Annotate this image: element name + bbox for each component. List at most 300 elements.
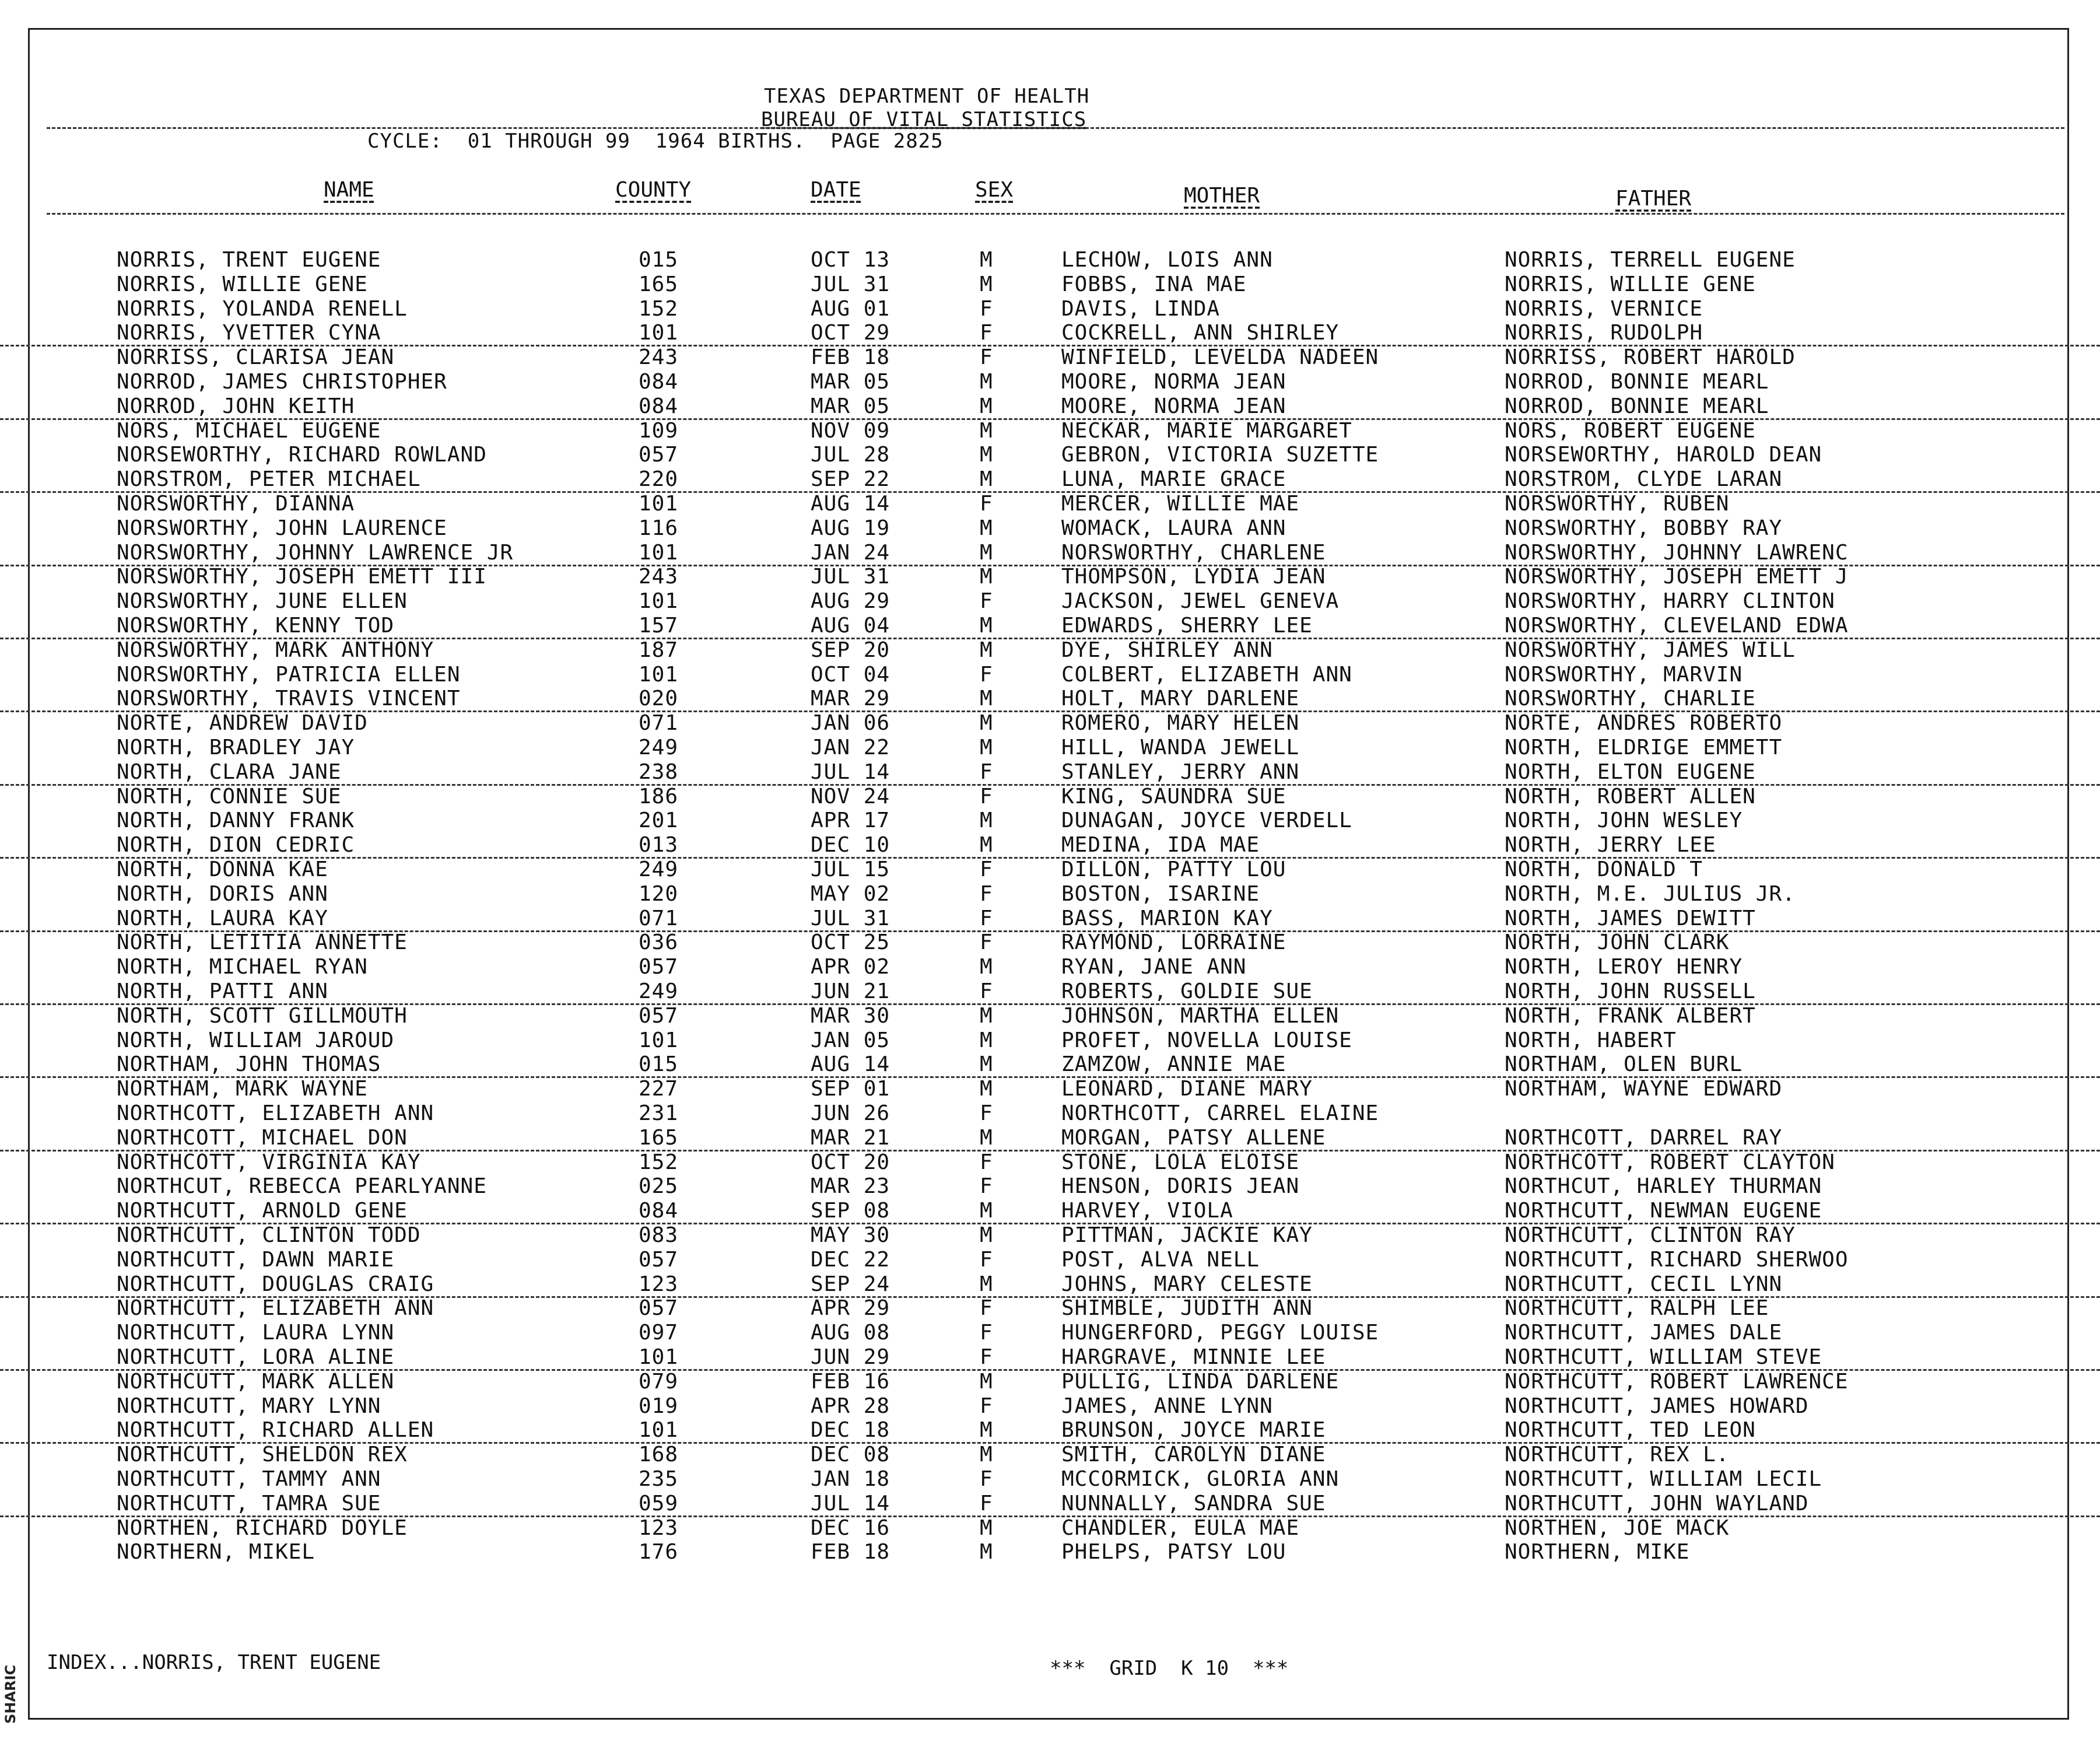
cell-father: NORTHCOTT, DARREL RAY [1505,1125,1783,1150]
cell-mother: HUNGERFORD, PEGGY LOUISE [1061,1321,1379,1345]
cell-father: NORTHCUTT, CLINTON RAY [1505,1223,1796,1247]
table-row [0,930,2100,954]
cell-name: NORTHCUTT, SHELDON REX [117,1443,408,1467]
cell-county: 165 [639,272,679,296]
cell-name: NORSWORTHY, JOSEPH EMETT III [117,565,487,589]
cell-father: NORTH, ELTON EUGENE [1505,760,1756,784]
table-row [0,907,2100,932]
cell-mother: THOMPSON, LYDIA JEAN [1061,565,1326,589]
cell-date: FEB 16 [811,1369,891,1394]
cell-date: JUN 21 [811,979,891,1003]
cell-sex: M [980,638,993,662]
cell-county: 101 [639,321,679,345]
cell-date: MAR 29 [811,687,891,711]
table-row [0,760,2100,786]
table-row [0,394,2100,420]
cell-name: NORSEWORTHY, RICHARD ROWLAND [117,443,487,467]
cell-county: 057 [639,955,679,979]
cell-sex: F [980,492,993,516]
cell-date: NOV 09 [811,418,891,443]
cell-county: 243 [639,565,679,589]
cell-county: 227 [639,1077,679,1101]
cell-name: NORTH, DONNA KAE [117,858,328,881]
cell-mother: WOMACK, LAURA ANN [1061,516,1286,540]
cell-mother: PITTMAN, JACKIE KAY [1061,1223,1313,1247]
cell-father: NORSWORTHY, BOBBY RAY [1505,516,1783,540]
cell-name: NORRIS, TRENT EUGENE [117,248,381,272]
cell-county: 057 [639,1247,679,1272]
cell-date: JUN 29 [811,1345,891,1369]
cell-sex: M [980,370,993,394]
cell-date: SEP 08 [811,1199,891,1223]
cell-county: 101 [639,1345,679,1369]
cell-date: JAN 22 [811,736,891,760]
cell-sex: M [980,418,993,443]
table-row [0,272,2100,296]
cell-name: NORTH, WILLIAM JAROUD [117,1028,395,1052]
cell-mother: NECKAR, MARIE MARGARET [1061,418,1352,443]
cell-mother: RYAN, JANE ANN [1061,955,1247,979]
cell-sex: F [980,1150,993,1174]
cell-father: NORTH, JOHN CLARK [1505,930,1730,955]
cell-sex: M [980,1369,993,1394]
cell-date: AUG 04 [811,614,891,638]
cell-date: FEB 18 [811,1540,891,1564]
cell-county: 152 [639,1150,679,1174]
cell-county: 249 [639,858,679,881]
cell-father: NORRIS, TERRELL EUGENE [1505,248,1796,272]
cell-date: SEP 24 [811,1272,891,1296]
cell-county: 201 [639,808,679,833]
cell-mother: LEONARD, DIANE MARY [1061,1077,1313,1101]
cell-county: 157 [639,614,679,638]
cell-county: 097 [639,1321,679,1345]
cell-sex: M [980,1125,993,1150]
cell-name: NORTHCUTT, DOUGLAS CRAIG [117,1272,434,1296]
cell-mother: SMITH, CAROLYN DIANE [1061,1443,1326,1467]
table-row [0,565,2100,589]
cell-county: 057 [639,1003,679,1028]
cell-mother: MCCORMICK, GLORIA ANN [1061,1467,1340,1491]
cell-name: NORTH, CLARA JANE [117,760,342,784]
cell-father: NORSTROM, CLYDE LARAN [1505,467,1783,492]
cell-name: NORSWORTHY, DIANNA [117,492,355,516]
cell-date: AUG 08 [811,1321,891,1345]
cell-father: NORTHCUTT, JOHN WAYLAND [1505,1491,1809,1516]
cell-father: NORTHCUTT, RICHARD SHERWOO [1505,1247,1849,1272]
cell-name: NORSWORTHY, JUNE ELLEN [117,589,408,614]
table-row [0,1492,2100,1517]
cell-date: OCT 29 [811,321,891,345]
cell-date: DEC 22 [811,1247,891,1272]
cell-mother: MORGAN, PATSY ALLENE [1061,1125,1326,1150]
table-row [0,467,2100,493]
cell-date: JAN 05 [811,1028,891,1052]
cell-name: NORTHAM, JOHN THOMAS [117,1052,381,1077]
cell-county: 249 [639,736,679,760]
cell-county: 015 [639,1052,679,1077]
cell-name: NORRISS, CLARISA JEAN [117,345,395,370]
table-row [0,248,2100,272]
cell-mother: RAYMOND, LORRAINE [1061,930,1286,955]
cell-mother: PROFET, NOVELLA LOUISE [1061,1028,1352,1052]
cell-mother: MEDINA, IDA MAE [1061,833,1260,858]
cell-sex: M [980,1028,993,1052]
cell-name: NORRIS, YVETTER CYNA [117,321,381,345]
cell-county: 084 [639,394,679,418]
cell-sex: F [980,1467,993,1491]
column-header-mother: MOTHER [1184,184,1260,208]
cell-father: NORTHCUTT, JAMES DALE [1505,1321,1783,1345]
cell-name: NORTHCUTT, RICHARD ALLEN [117,1418,434,1443]
cell-county: 083 [639,1223,679,1247]
cell-father: NORTHCUTT, JAMES HOWARD [1505,1394,1809,1418]
table-row [0,1052,2100,1078]
table-row [0,785,2100,808]
cell-name: NORTHCUTT, DAWN MARIE [117,1247,395,1272]
cell-date: JUL 28 [811,443,891,467]
cell-name: NORTHCUTT, TAMMY ANN [117,1467,381,1491]
cell-father: NORRIS, WILLIE GENE [1505,272,1756,296]
cell-sex: F [980,1394,993,1418]
cell-county: 036 [639,930,679,955]
cell-date: AUG 29 [811,589,891,614]
cell-mother: NORSWORTHY, CHARLENE [1061,540,1326,565]
table-row [0,541,2100,566]
cell-name: NORTH, SCOTT GILLMOUTH [117,1003,408,1028]
cell-date: JAN 18 [811,1467,891,1491]
cell-sex: M [980,687,993,711]
cell-date: APR 02 [811,955,891,979]
cell-mother: JACKSON, JEWEL GENEVA [1061,589,1340,614]
cell-mother: HOLT, MARY DARLENE [1061,687,1300,711]
cell-name: NORTHCUTT, LAURA LYNN [117,1321,395,1345]
cell-county: 084 [639,370,679,394]
cell-county: 123 [639,1516,679,1540]
table-row [0,1345,2100,1371]
cell-sex: F [980,1247,993,1272]
cell-name: NORTHERN, MIKEL [117,1540,315,1564]
cell-father: NORTHCUTT, ROBERT LAWRENCE [1505,1369,1849,1394]
cell-date: JAN 06 [811,711,891,736]
cell-sex: F [980,1101,993,1125]
cell-father: NORSWORTHY, JOHNNY LAWRENC [1505,540,1849,565]
cell-county: 168 [639,1443,679,1467]
cell-county: 071 [639,906,679,930]
cell-date: MAR 30 [811,1003,891,1028]
column-header-county: COUNTY [615,178,692,202]
cell-mother: ROMERO, MARY HELEN [1061,711,1300,736]
column-header-father: FATHER [1615,187,1692,211]
side-label: SHARIC [2,1665,19,1724]
cell-mother: JAMES, ANNE LYNN [1061,1394,1273,1418]
table-row [0,1296,2100,1320]
cell-mother: DYE, SHIRLEY ANN [1061,638,1273,662]
cell-name: NORTH, LETITIA ANNETTE [117,930,408,955]
table-row [0,663,2100,687]
grid-footer: *** GRID K 10 *** [1050,1657,1289,1680]
cell-county: 231 [639,1101,679,1125]
table-row [0,516,2100,540]
cell-date: JAN 24 [811,540,891,565]
cell-sex: M [980,1003,993,1028]
cell-father: NORROD, BONNIE MEARL [1505,370,1769,394]
table-row [0,1370,2100,1394]
table-row [0,1321,2100,1345]
cell-mother: LECHOW, LOIS ANN [1061,248,1273,272]
cell-father: NORTH, DONALD T [1505,858,1703,881]
cell-mother: DUNAGAN, JOYCE VERDELL [1061,808,1352,833]
cell-sex: M [980,1077,993,1101]
cell-county: 071 [639,711,679,736]
cell-county: 123 [639,1272,679,1296]
cell-mother: BRUNSON, JOYCE MARIE [1061,1418,1326,1443]
cell-date: MAY 02 [811,881,891,906]
cell-sex: M [980,808,993,833]
cell-county: 084 [639,1199,679,1223]
cell-mother: POST, ALVA NELL [1061,1247,1260,1272]
cell-name: NORSWORTHY, KENNY TOD [117,614,395,638]
cell-father: NORTH, JOHN WESLEY [1505,808,1743,833]
cell-county: 249 [639,979,679,1003]
cell-name: NORSWORTHY, TRAVIS VINCENT [117,687,461,711]
cell-father: NORTH, FRANK ALBERT [1505,1003,1756,1028]
cell-sex: F [980,930,993,955]
cell-name: NORTH, MICHAEL RYAN [117,955,368,979]
cell-name: NORTHAM, MARK WAYNE [117,1077,368,1101]
column-header-sex: SEX [975,178,1014,202]
cell-father: NORTH, M.E. JULIUS JR. [1505,881,1796,906]
cell-date: AUG 14 [811,1052,891,1077]
table-row [0,321,2100,346]
cell-name: NORTHCUTT, ELIZABETH ANN [117,1296,434,1321]
cell-name: NORTHCUTT, ARNOLD GENE [117,1199,408,1223]
cell-father: NORTH, JAMES DEWITT [1505,906,1756,930]
cell-name: NORTH, CONNIE SUE [117,784,342,808]
cell-father: NORRIS, RUDOLPH [1505,321,1703,345]
cell-date: JUL 14 [811,760,891,784]
cell-mother: WINFIELD, LEVELDA NADEEN [1061,345,1379,370]
cell-date: NOV 24 [811,784,891,808]
cell-date: APR 29 [811,1296,891,1321]
table-row [0,1174,2100,1198]
cell-sex: F [980,662,993,687]
cell-mother: FOBBS, INA MAE [1061,272,1247,296]
table-row [0,1540,2100,1564]
cell-name: NORTHCUTT, CLINTON TODD [117,1223,421,1247]
table-row [0,1418,2100,1444]
cell-sex: F [980,784,993,808]
cell-name: NORSWORTHY, PATRICIA ELLEN [117,662,461,687]
table-row [0,1199,2100,1224]
cell-sex: F [980,1321,993,1345]
cell-name: NORTH, BRADLEY JAY [117,736,355,760]
cell-father: NORTH, JERRY LEE [1505,833,1716,858]
cell-sex: F [980,1296,993,1321]
cell-sex: M [980,833,993,858]
cell-father: NORRIS, VERNICE [1505,296,1703,321]
cell-sex: F [980,296,993,321]
cell-county: 019 [639,1394,679,1418]
cell-name: NORRIS, WILLIE GENE [117,272,368,296]
table-row [0,370,2100,394]
cell-county: 238 [639,760,679,784]
cell-sex: M [980,248,993,272]
cell-date: MAR 23 [811,1174,891,1199]
table-row [0,419,2100,443]
cell-mother: MOORE, NORMA JEAN [1061,370,1286,394]
cell-date: JUL 31 [811,272,891,296]
cell-sex: M [980,614,993,638]
cell-date: SEP 01 [811,1077,891,1101]
cell-sex: M [980,1516,993,1540]
cell-father: NORTHCUTT, RALPH LEE [1505,1296,1769,1321]
cell-father: NORSWORTHY, CLEVELAND EDWA [1505,614,1849,638]
cell-mother: BOSTON, ISARINE [1061,881,1260,906]
cell-county: 101 [639,662,679,687]
cell-name: NORROD, JOHN KEITH [117,394,355,418]
cell-mother: CHANDLER, EULA MAE [1061,1516,1300,1540]
cell-mother: COLBERT, ELIZABETH ANN [1061,662,1352,687]
cell-father: NORTE, ANDRES ROBERTO [1505,711,1783,736]
cell-mother: HARGRAVE, MINNIE LEE [1061,1345,1326,1369]
cell-father: NORTHCUTT, WILLIAM LECIL [1505,1467,1822,1491]
cell-sex: F [980,1345,993,1369]
cell-mother: HARVEY, VIOLA [1061,1199,1233,1223]
cell-mother: SHIMBLE, JUDITH ANN [1061,1296,1313,1321]
cell-father: NORSWORTHY, JAMES WILL [1505,638,1796,662]
cell-mother: DAVIS, LINDA [1061,296,1221,321]
cell-mother: NUNNALLY, SANDRA SUE [1061,1491,1326,1516]
header-bureau: BUREAU OF VITAL STATISTICS [761,108,1087,131]
cell-county: 020 [639,687,679,711]
cell-father: NORTHCUTT, WILLIAM STEVE [1505,1345,1822,1369]
header-cycle: CYCLE: 01 THROUGH 99 1964 BIRTHS. PAGE 2825 [367,130,944,153]
cell-county: 013 [639,833,679,858]
cell-father: NORTH, ROBERT ALLEN [1505,784,1756,808]
cell-date: AUG 01 [811,296,891,321]
table-row [0,1248,2100,1272]
cell-name: NORTH, LAURA KAY [117,906,328,930]
table-row [0,1077,2100,1101]
table-row [0,1028,2100,1052]
cell-name: NORSTROM, PETER MICHAEL [117,467,421,492]
cell-county: 101 [639,540,679,565]
table-row [0,614,2100,639]
cell-mother: HENSON, DORIS JEAN [1061,1174,1300,1199]
cell-county: 057 [639,1296,679,1321]
cell-name: NORTH, DION CEDRIC [117,833,355,858]
table-row [0,1516,2100,1540]
cell-sex: M [980,1272,993,1296]
cell-name: NORTHCUT, REBECCA PEARLYANNE [117,1174,487,1199]
cell-father: NORTH, ELDRIGE EMMETT [1505,736,1783,760]
table-row [0,979,2100,1005]
table-row [0,711,2100,735]
table-row [0,1004,2100,1028]
cell-father: NORTH, HABERT [1505,1028,1677,1052]
cell-date: JUN 26 [811,1101,891,1125]
cell-mother: STONE, LOLA ELOISE [1061,1150,1300,1174]
table-row [0,833,2100,859]
cell-mother: JOHNSON, MARTHA ELLEN [1061,1003,1340,1028]
cell-father: NORTHCUTT, REX L. [1505,1443,1730,1467]
table-row [0,638,2100,662]
cell-name: NORTHCUTT, MARY LYNN [117,1394,381,1418]
cell-date: SEP 22 [811,467,891,492]
cell-name: NORTHCOTT, MICHAEL DON [117,1125,408,1150]
index-footer: INDEX...NORRIS, TRENT EUGENE [47,1651,381,1674]
cell-father: NORSWORTHY, HARRY CLINTON [1505,589,1835,614]
cell-date: JUL 31 [811,565,891,589]
table-row [0,1101,2100,1125]
cell-county: 059 [639,1491,679,1516]
cell-sex: M [980,394,993,418]
header-title: TEXAS DEPARTMENT OF HEALTH [764,85,1090,108]
cell-father: NORTHAM, WAYNE EDWARD [1505,1077,1783,1101]
cell-county: 101 [639,589,679,614]
cell-county: 152 [639,296,679,321]
cell-mother: BASS, MARION KAY [1061,906,1273,930]
cell-sex: F [980,979,993,1003]
cell-county: 101 [639,492,679,516]
cell-name: NORSWORTHY, MARK ANTHONY [117,638,434,662]
cell-date: OCT 13 [811,248,891,272]
cell-date: DEC 08 [811,1443,891,1467]
cell-county: 101 [639,1028,679,1052]
table-row [0,492,2100,516]
cell-name: NORTHEN, RICHARD DOYLE [117,1516,408,1540]
cell-name: NORS, MICHAEL EUGENE [117,418,381,443]
cell-sex: F [980,345,993,370]
cell-father: NORSEWORTHY, HAROLD DEAN [1505,443,1822,467]
cell-father: NORTHERN, MIKE [1505,1540,1690,1564]
table-row [0,1126,2100,1152]
cell-sex: M [980,711,993,736]
cell-father: NORSWORTHY, CHARLIE [1505,687,1756,711]
cell-mother: ROBERTS, GOLDIE SUE [1061,979,1313,1003]
table-row [0,1394,2100,1418]
cell-mother: DILLON, PATTY LOU [1061,858,1286,881]
cell-county: 057 [639,443,679,467]
cell-date: APR 17 [811,808,891,833]
cell-father: NORTH, LEROY HENRY [1505,955,1743,979]
cell-sex: F [980,881,993,906]
cell-name: NORTH, DORIS ANN [117,881,328,906]
cell-father: NORTHCUT, HARLEY THURMAN [1505,1174,1822,1199]
cell-father: NORS, ROBERT EUGENE [1505,418,1756,443]
cell-mother: MOORE, NORMA JEAN [1061,394,1286,418]
cell-county: 186 [639,784,679,808]
cell-mother: HILL, WANDA JEWELL [1061,736,1300,760]
cell-date: DEC 10 [811,833,891,858]
cell-date: APR 28 [811,1394,891,1418]
cell-mother: LUNA, MARIE GRACE [1061,467,1286,492]
table-row [0,858,2100,881]
cell-name: NORTHCUTT, LORA ALINE [117,1345,395,1369]
cell-county: 165 [639,1125,679,1150]
cell-county: 176 [639,1540,679,1564]
cell-father: NORSWORTHY, MARVIN [1505,662,1743,687]
cell-name: NORTHCOTT, ELIZABETH ANN [117,1101,434,1125]
cell-mother: PULLIG, LINDA DARLENE [1061,1369,1340,1394]
cell-sex: M [980,272,993,296]
cell-name: NORSWORTHY, JOHN LAURENCE [117,516,447,540]
cell-sex: F [980,906,993,930]
cell-mother: KING, SAUNDRA SUE [1061,784,1286,808]
cell-name: NORTH, PATTI ANN [117,979,328,1003]
cell-date: FEB 18 [811,345,891,370]
